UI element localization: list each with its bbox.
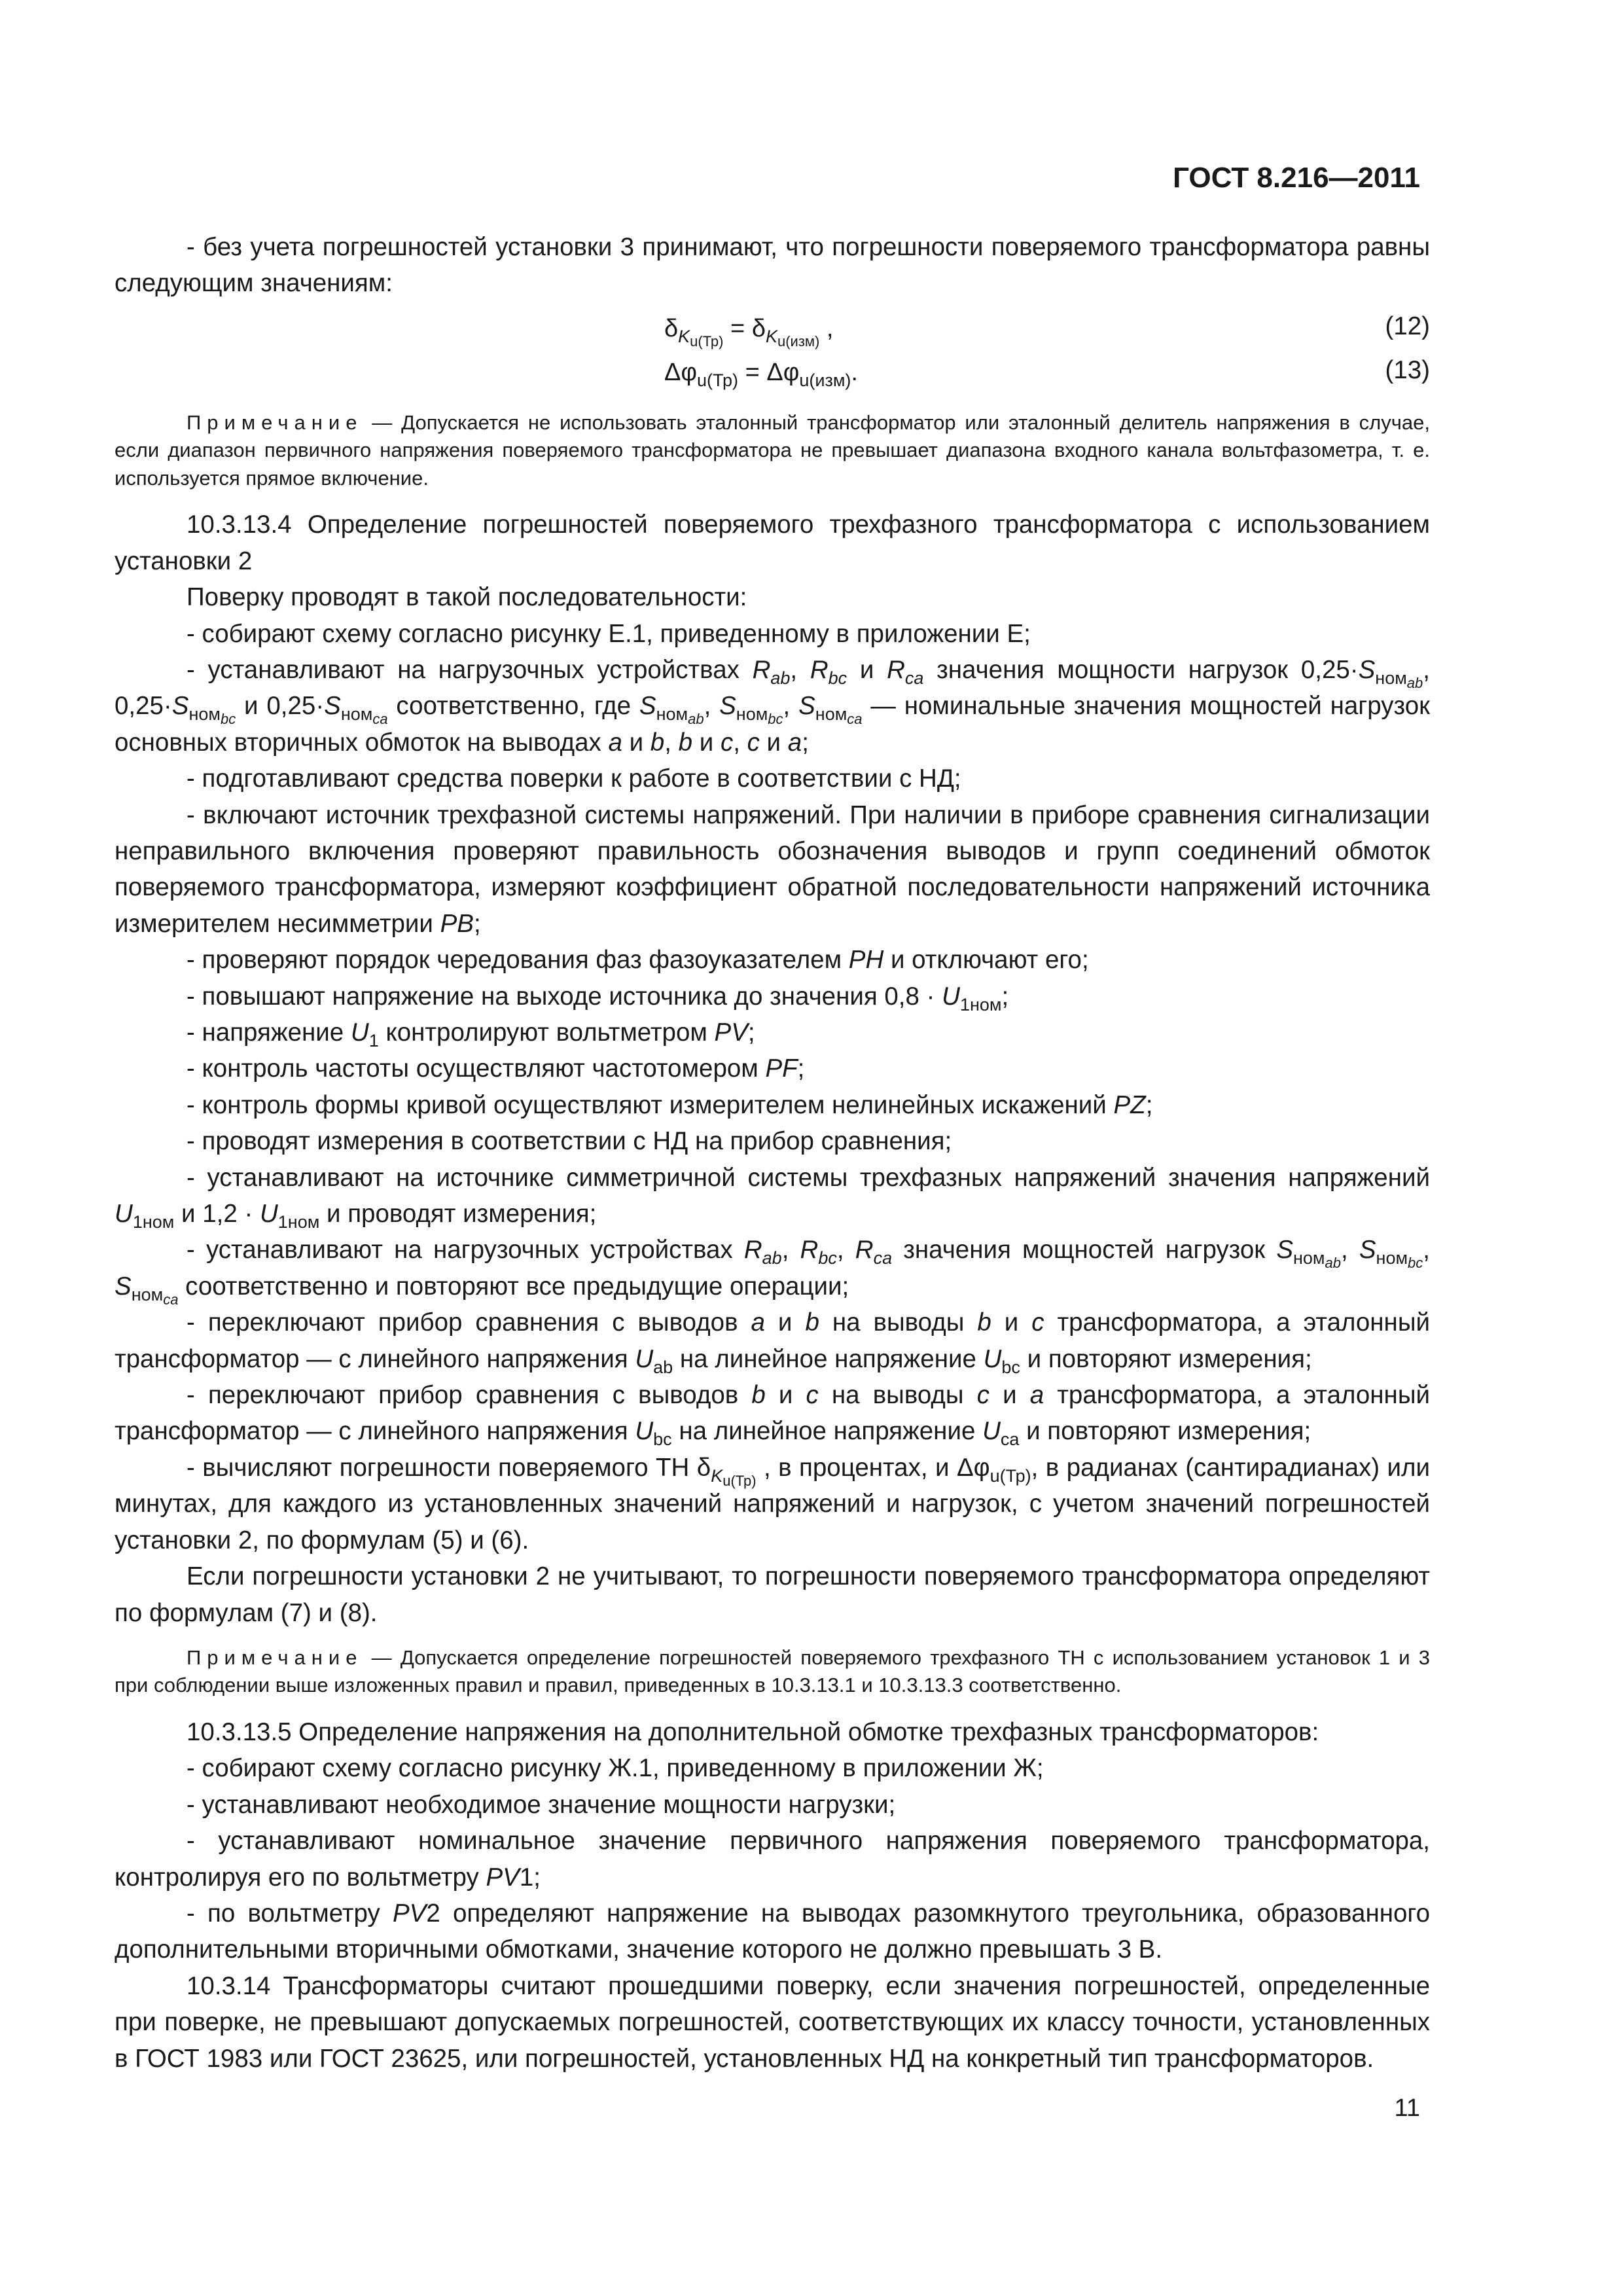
list-item: - проверяют порядок чередования фаз фазоуказателем PH и отключают его; (187, 946, 1089, 975)
list-item: - повышают напряжение на выходе источника до значения $0,8 \cdot U_{1ном}$; (187, 982, 1009, 1014)
list-item: - по вольтметру PV2 определяют напряжение на выводах разомкнутого треугольника, образованного дополнительными вторичными обмотками, значение которого не должно превышать 3 В. (115, 1899, 1430, 1964)
document-body (115, 229, 1430, 2077)
list-item: - устанавливают на нагрузочных устройствах $R_{ab}$, $R_{bc}$, $R_{ca}$ значения мощностей нагрузок $S_{ном_{ab}}$, $S_{ном_{bc}}$, $S_{ном_{ca}}$ соответственно и повторяют все предыдущие операции; (115, 1236, 1430, 1308)
list-item: - контроль частоты осуществляют частотомером PF; (187, 1054, 805, 1083)
list-item: - устанавливают номинальное значение первичного напряжения поверяемого трансформатора, контролируя его по вольтметру PV1; (115, 1827, 1430, 1892)
list-item: - устанавливают на источнике симметричной системы трехфазных напряжений значения напряжений $U_{1ном}$ и $1,2 \cdot U_{1ном}$ и проводят измерения; (115, 1163, 1430, 1232)
list-item: - собирают схему согласно рисунку Е.1, приведенному в приложении Е; (187, 619, 1031, 648)
list-item: - контроль формы кривой осуществляют измерителем нелинейных искажений PZ; (187, 1090, 1153, 1119)
list-item: - подготавливают средства поверки к работе в соответствии с НД; (187, 764, 961, 793)
list-item: - устанавливают на нагрузочных устройствах $R_{ab}$, $R_{bc}$ и $R_{ca}$ значения мощности нагрузок $0,25\cdot S_{ном_{ab}}$, $0,25\cdot S_{ном_{bc}}$ и $0,25\cdot S_{ном_{ca}}$ соответственно, где $S_{ном_{ab}}$, $S_{ном_{bc}}$, $S_{ном_{ca}}$ — номинальные значения мощностей нагрузок основных вторичных обмоток на выводах a и b, b и c, c и a; (115, 655, 1430, 757)
formula-expression: $\delta_{K_{u(Тр)}} = \delta_{K_{u(изм)}}$ , (664, 314, 834, 350)
note: Примечание — Допускается определение погрешностей поверяемого трехфазного ТН с использованием установок 1 и 3 при соблюдении выше изложенных правил и правил, приведенных в 10.3.13.1 и 10.3.13.3 соответственно. (115, 1645, 1430, 1697)
list-item: - переключают прибор сравнения с выводов a и b на выводы b и c трансформатора, а эталонный трансформатор — с линейного напряжения $U_{ab}$ на линейное напряжение $U_{bc}$ и повторяют измерения; (115, 1308, 1430, 1377)
section-heading: 10.3.13.5 Определение напряжения на дополнительной обмотке трехфазных трансформаторов: (187, 1717, 1319, 1746)
paragraph: Если погрешности установки 2 не учитывают, то погрешности поверяемого трансформатора определяют по формулам (7) и (8). (115, 1562, 1430, 1627)
list-item: - собирают схему согласно рисунку Ж.1, приведенному в приложении Ж; (187, 1754, 1044, 1783)
formula-13 (115, 352, 1430, 396)
note: Примечание — Допускается не использовать эталонный трансформатор или эталонный делитель напряжения в случае, если диапазон первичного напряжения поверяемого трансформатора не превышает диапазона входного канала вольтфазометра, т. е. используется прямое включение. (115, 410, 1430, 490)
document-header: ГОСТ 8.216—2011 (1173, 162, 1420, 194)
note-label: Примечание (187, 1645, 363, 1669)
section-heading: 10.3.13.4 Определение погрешностей поверяемого трехфазного трансформатора с использованием установки 2 (115, 511, 1430, 575)
section-heading: 10.3.14 Трансформаторы считают прошедшими поверку, если значения погрешностей, определенные при поверке, не превышают допускаемых погрешностей, соответствующих их классу точности, установленных в ГОСТ 1983 или ГОСТ 23625, или погрешностей, установленных НД на конкретный тип трансформаторов. (115, 1971, 1430, 2073)
formula-number: (12) (1385, 312, 1430, 340)
list-item: - включают источник трехфазной системы напряжений. При наличии в приборе сравнения сигнализации неправильного включения проверяют правильность обозначения выводов и групп соединений обмоток поверяемого трансформатора, измеряют коэффициент обратной последовательности напряжений источника измерителем несимметрии PB; (115, 800, 1430, 938)
formula-number: (13) (1385, 355, 1430, 384)
note-label: Примечание (187, 410, 363, 434)
formula-12 (115, 308, 1430, 352)
formula-expression: $\Delta\varphi_{u(Тр)} = \Delta\varphi_{u(изм)}$. (664, 358, 858, 390)
list-item: - проводят измерения в соответствии с НД на прибор сравнения; (187, 1127, 952, 1156)
paragraph: Поверку проводят в такой последовательности: (187, 583, 747, 612)
page-number: 11 (1394, 2094, 1420, 2122)
list-item: - устанавливают необходимое значение мощности нагрузки; (187, 1790, 896, 1819)
list-item: - напряжение $U_1$ контролируют вольтметром PV; (187, 1018, 755, 1050)
paragraph: - без учета погрешностей установки 3 принимают, что погрешности поверяемого трансформатора равны следующим значениям: (115, 233, 1430, 298)
list-item: - вычисляют погрешности поверяемого ТН $\delta_{K_{u(Тр)}}$ , в процентах, и $\Delta\varphi_{u(Тр)}$, в радианах (сантирадианах) или минутах, для каждого из установленных значений напряжений и нагрузок, с учетом значений погрешностей установки 2, по формулам (5) и (6). (115, 1453, 1430, 1554)
list-item: - переключают прибор сравнения с выводов b и c на выводы c и a трансформатора, а эталонный трансформатор — с линейного напряжения $U_{bc}$ на линейное напряжение $U_{ca}$ и повторяют измерения; (115, 1381, 1430, 1450)
